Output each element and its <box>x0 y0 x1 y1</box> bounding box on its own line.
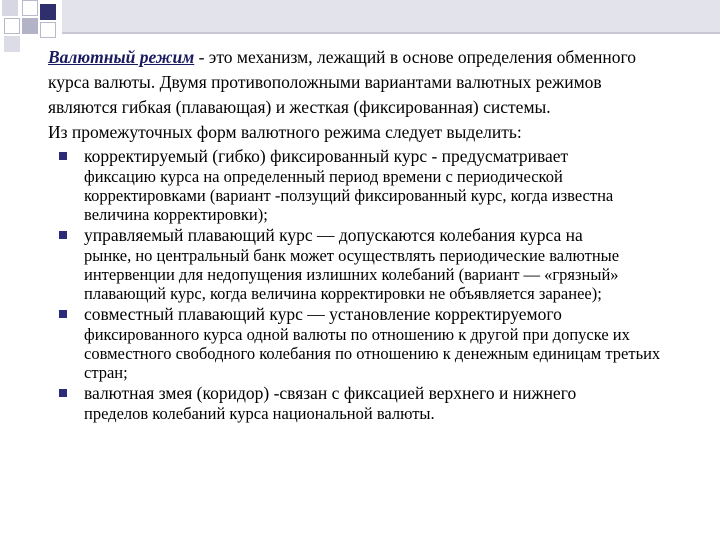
list-item-text: пределов колебаний курса национальной валюты. <box>84 404 435 423</box>
list-item <box>48 145 668 224</box>
list-item-text: фиксированного курса одной валюты по отношению к другой при допуске их совместного свободного колебания по отношению к денежным единицам третьих стран; <box>84 325 661 382</box>
deco-square <box>4 18 20 34</box>
forms-list <box>48 145 668 423</box>
list-item-lead: валютная змея (коридор) -связан с фиксацией верхнего и нижнего <box>84 383 577 403</box>
list-item <box>48 382 668 423</box>
list-item-text: рынке, но центральный банк может осуществлять периодические валютные интервенции для недопущения излишних колебаний (вариант — «грязный» плавающий курс, когда величина корректировки не объявляется заранее); <box>84 246 620 303</box>
square-bullet-icon <box>59 152 67 160</box>
deco-square <box>2 0 18 16</box>
term-valyutny-rezhim: Валютный режим <box>48 47 195 67</box>
list-item-lead: управляемый плавающий курс — допускаются колебания курса на <box>84 225 583 245</box>
square-bullet-icon <box>59 310 67 318</box>
list-item-lead: корректируемый (гибко) фиксированный курс - предусматривает <box>84 146 569 166</box>
deco-square <box>40 4 56 20</box>
deco-square <box>40 22 56 38</box>
slide-body <box>48 45 668 423</box>
header-rule <box>62 32 720 34</box>
intro-paragraph <box>48 45 668 120</box>
list-item-lead: совместный плавающий курс — установление корректируемого <box>84 304 562 324</box>
square-bullet-icon <box>59 389 67 397</box>
intro-text: - это механизм, лежащий в основе определения обменного курса валюты. Двумя противоположными вариантами валютных режимов являются гибкая (плавающая) и жесткая (фиксированная) системы. <box>48 47 636 117</box>
list-item <box>48 224 668 303</box>
lead-paragraph: Из промежуточных форм валютного режима следует выделить: <box>48 122 522 142</box>
square-bullet-icon <box>59 231 67 239</box>
deco-square <box>4 36 20 52</box>
list-item <box>48 303 668 382</box>
list-item-text: фиксацию курса на определенный период времени с периодической корректировками (вариант -ползущий фиксированный курс, когда известна величина корректировки); <box>84 167 614 224</box>
header-band <box>62 0 720 32</box>
deco-square <box>22 0 38 16</box>
deco-square <box>22 18 38 34</box>
